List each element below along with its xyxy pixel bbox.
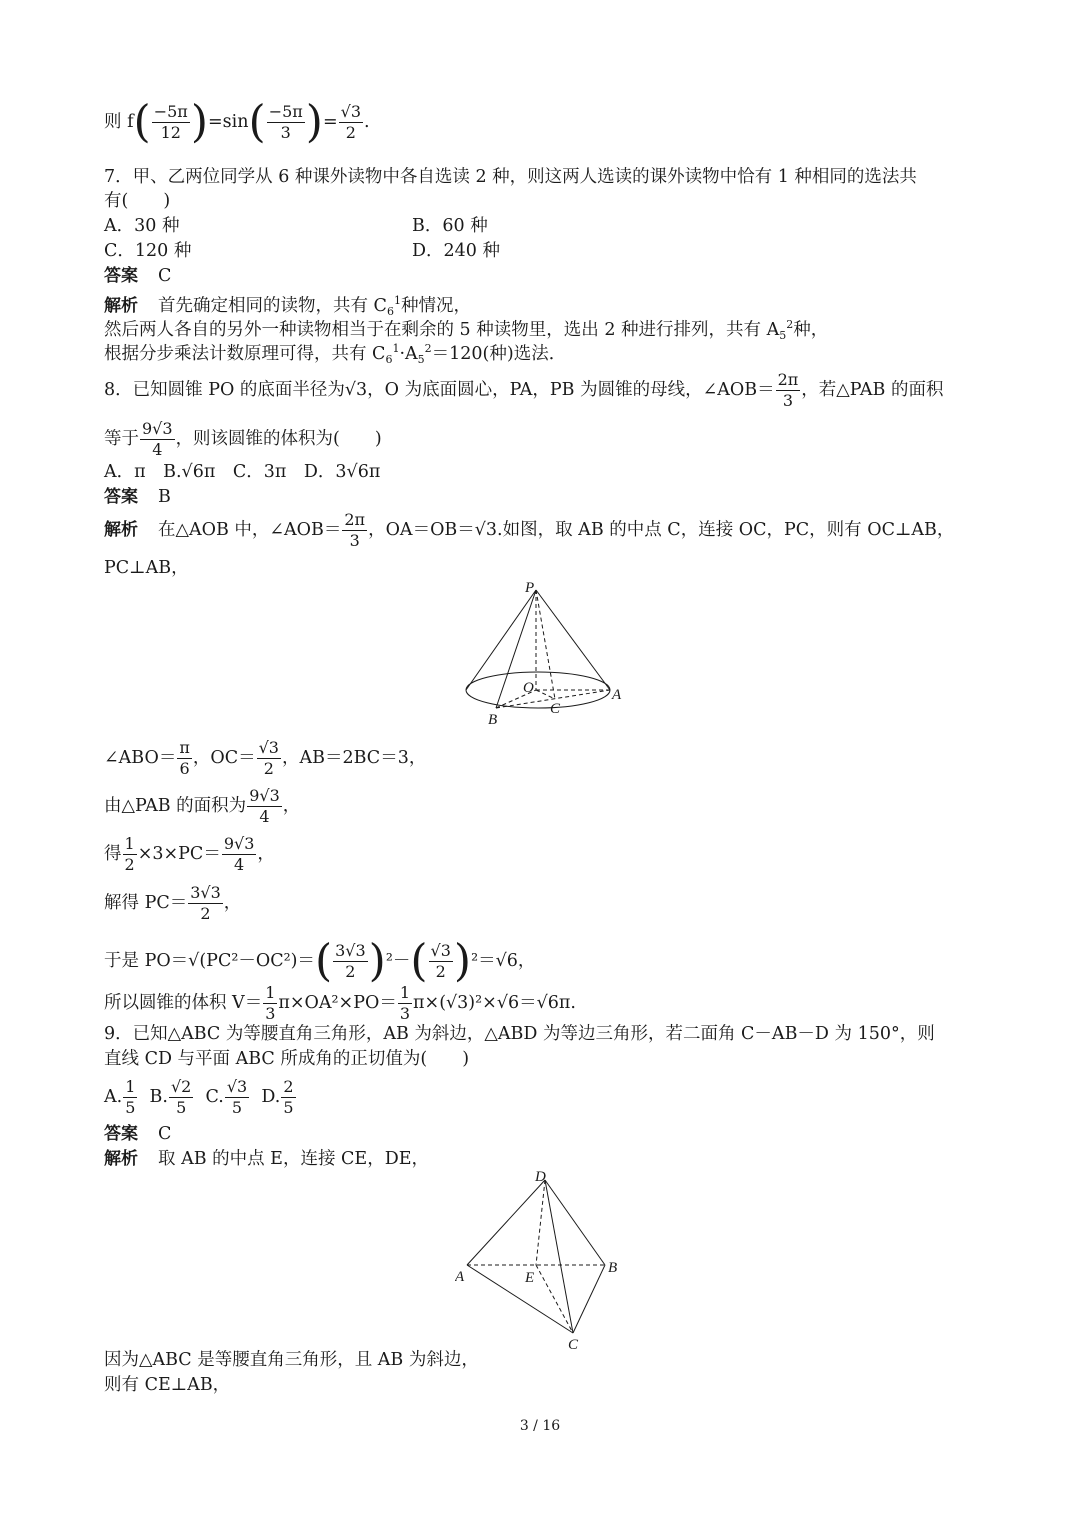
label-a: A: [612, 687, 622, 703]
label-d: D: [535, 1169, 546, 1185]
text: 首先确定相同的读物，共有 C: [158, 296, 387, 316]
text: 然后两人各自的另外一种读物相当于在剩余的 5 种读物里，选出 2 种进行排列，共有 A: [104, 320, 780, 340]
denominator: 4: [259, 807, 270, 826]
text: .: [364, 112, 370, 132]
label-p: P: [525, 580, 535, 596]
answer-label: 答案: [104, 1124, 138, 1144]
text: ，: [282, 796, 301, 816]
denominator: 4: [234, 855, 245, 874]
edge-bc: [573, 1265, 605, 1333]
q8-analysis-1: [104, 510, 954, 551]
denominator: 6: [179, 759, 190, 778]
denominator: 4: [152, 440, 163, 459]
denominator: 12: [160, 123, 181, 142]
denominator: 3: [265, 1004, 276, 1023]
option-c: C. $\frac{√3}{5}$: [205, 1077, 248, 1117]
label-b: B: [488, 712, 498, 728]
q9-analysis-3: 则有 CE⊥AB，: [104, 1375, 231, 1395]
edge-db: [545, 1180, 605, 1265]
q8-analysis-5: [104, 834, 275, 875]
numerator: 9√3: [142, 419, 173, 438]
text: =sin: [208, 112, 249, 132]
text: 由△PAB 的面积为: [104, 796, 247, 816]
text: ，OC＝: [192, 748, 256, 768]
denominator: 2: [200, 904, 211, 923]
q7-answer: [104, 264, 171, 288]
text: ²－: [385, 951, 411, 971]
q8-analysis-2: PC⊥AB，: [104, 558, 189, 578]
text: 所以圆锥的体积 V＝: [104, 993, 263, 1013]
q8-answer: [104, 485, 171, 509]
text: ×3×PC＝: [137, 844, 221, 864]
q8-analysis-3: [104, 738, 426, 779]
q9-stem-line2: 直线 CD 与平面 ABC 所成角的正切值为( ): [104, 1049, 470, 1069]
page-number: 3 / 16: [519, 1418, 561, 1434]
denominator: 3: [399, 1004, 411, 1023]
subscript: 6: [385, 353, 393, 366]
q8-analysis-6: [104, 883, 241, 924]
label-c: C: [568, 1337, 579, 1353]
q7-options-row1: [104, 214, 488, 238]
q8-analysis-7: 于是 PO＝√(PC²－OC²)＝( $\frac{3√3}{2}$ )²－( $\frac{√3}{2}$ )²＝√6，: [104, 935, 536, 987]
superscript: 2: [786, 318, 794, 331]
edge-ac: [467, 1265, 573, 1333]
option-b: B. $\frac{√2}{5}$: [149, 1077, 192, 1117]
numerator: 3√3: [190, 883, 221, 902]
numerator: 9√3: [249, 786, 280, 805]
cone-figure: [455, 578, 635, 728]
text: ，若△PAB 的面积: [801, 380, 944, 400]
analysis-label: 解析: [104, 520, 138, 540]
denominator: 2: [124, 855, 135, 874]
text: 根据分步乘法计数原理可得，共有 C: [104, 344, 386, 364]
segment-pc: [536, 590, 555, 699]
text: ，: [223, 893, 242, 913]
text: =: [322, 112, 338, 132]
q9-answer: [104, 1122, 171, 1146]
denominator: 2: [435, 962, 446, 981]
label-b: B: [608, 1260, 618, 1276]
q8-analysis-8: [104, 983, 576, 1024]
superscript: 2: [424, 342, 432, 355]
numerator: 1: [124, 834, 135, 853]
numerator: 2π: [344, 510, 366, 529]
text: ，AB＝2BC＝3，: [281, 748, 427, 768]
q9-stem-line1: 9．已知△ABC 为等腰直角三角形，AB 为斜边，△ABD 为等边三角形，若二面角 C－AB－D 为 150°，则: [104, 1024, 935, 1044]
superscript: 1: [392, 342, 400, 355]
text: π×OA²×PO＝: [278, 993, 397, 1013]
sol6-final-line: 则 f( $\frac{-5\pi}{12}$ )=sin( $\frac{-5\pi}{3}$ )= $\frac{√3}{2}$ .: [104, 96, 370, 148]
numerator: −5π: [268, 102, 303, 121]
numerator: π: [179, 738, 190, 757]
q8-options: A．π B.√6π C．3π D．3√6π: [104, 462, 381, 482]
denominator: 2: [345, 962, 356, 981]
label-o: O: [523, 680, 534, 696]
q8-stem-line1: [104, 370, 943, 411]
text: 于是 PO＝√(PC²－OC²)＝: [104, 951, 315, 971]
text: 得: [104, 844, 122, 864]
text: π×(√3)²×√6＝√6π.: [413, 993, 576, 1013]
numerator: √3: [430, 941, 451, 960]
text: ，: [257, 844, 275, 864]
analysis-label: 解析: [104, 1149, 138, 1169]
q9-analysis-1: [104, 1147, 429, 1171]
text: 取 AB 的中点 E，连接 CE，DE，: [158, 1149, 429, 1169]
q7-stem-line1: 7．甲、乙两位同学从 6 种课外读物中各自选读 2 种，则这两人选读的课外读物中恰有 1 种相同的选法共: [104, 167, 917, 187]
q7-analysis-3: [104, 337, 566, 372]
q8-stem-line2: [104, 419, 382, 460]
text: 种情况，: [400, 296, 471, 316]
q7-stem-line2: 有( ): [104, 191, 171, 211]
segment-oc: [536, 690, 555, 699]
text: ＝120(种)选法．: [431, 344, 567, 364]
label-a: A: [455, 1269, 465, 1285]
text: ，则该圆锥的体积为( ): [175, 429, 382, 449]
option-a: A. $\frac{1}{5}$: [104, 1077, 136, 1117]
segment-ce: [536, 1265, 573, 1333]
text: 8．已知圆锥 PO 的底面半径为√3，O 为底面圆心，PA，PB 为圆锥的母线，∠AOB＝: [104, 380, 775, 400]
analysis-label: 解析: [104, 296, 138, 316]
subscript: 5: [417, 353, 425, 366]
text: ，OA＝OB＝√3.如图，取 AB 的中点 C，连接 OC，PC，则有 OC⊥AB，: [368, 520, 955, 540]
numerator: 9√3: [223, 834, 255, 853]
label-e: E: [525, 1270, 535, 1286]
subscript: 5: [779, 329, 787, 342]
answer-value: B: [158, 487, 171, 507]
numerator: √3: [340, 102, 362, 121]
label-c: C: [550, 701, 561, 717]
answer-label: 答案: [104, 266, 138, 286]
option-d: D. $\frac{2}{5}$: [261, 1077, 294, 1117]
numerator: 1: [399, 983, 411, 1002]
answer-value: C: [158, 1124, 172, 1144]
denominator: 3: [280, 123, 291, 142]
answer-value: C: [158, 266, 172, 286]
q7-options-row2: [104, 239, 500, 263]
option-a: A．30 种: [104, 216, 180, 236]
numerator: 1: [265, 983, 276, 1002]
text: ²＝√6，: [471, 951, 536, 971]
q8-analysis-4: [104, 786, 300, 827]
option-d: D．240 种: [412, 241, 500, 261]
q9-analysis-2: 因为△ABC 是等腰直角三角形，且 AB 为斜边，: [104, 1350, 479, 1370]
option-b: B．60 种: [412, 216, 488, 236]
answer-label: 答案: [104, 487, 138, 507]
text: 种，: [793, 320, 829, 340]
numerator: 2π: [777, 370, 799, 389]
denominator: 2: [345, 123, 356, 142]
text: 解得 PC＝: [104, 893, 188, 913]
numerator: 3√3: [335, 941, 366, 960]
text: 等于: [104, 429, 139, 449]
cone-generatrix-right: [536, 590, 610, 690]
denominator: 3: [782, 391, 794, 410]
segment-de: [536, 1180, 545, 1265]
text: 在△AOB 中，∠AOB＝: [158, 520, 342, 540]
numerator: −5π: [153, 102, 188, 121]
denominator: 2: [263, 759, 274, 778]
option-c: C．120 种: [104, 241, 192, 261]
edge-da: [467, 1180, 545, 1265]
subscript: 6: [386, 305, 394, 318]
text: 则 f: [104, 112, 134, 132]
numerator: √3: [258, 738, 279, 757]
tetrahedron-figure: [455, 1165, 635, 1355]
superscript: 1: [393, 294, 401, 307]
denominator: 3: [349, 531, 360, 550]
edge-dc: [545, 1180, 573, 1333]
text: ·A: [399, 344, 418, 364]
q9-options: [104, 1077, 297, 1118]
text: ∠ABO＝: [104, 748, 177, 768]
